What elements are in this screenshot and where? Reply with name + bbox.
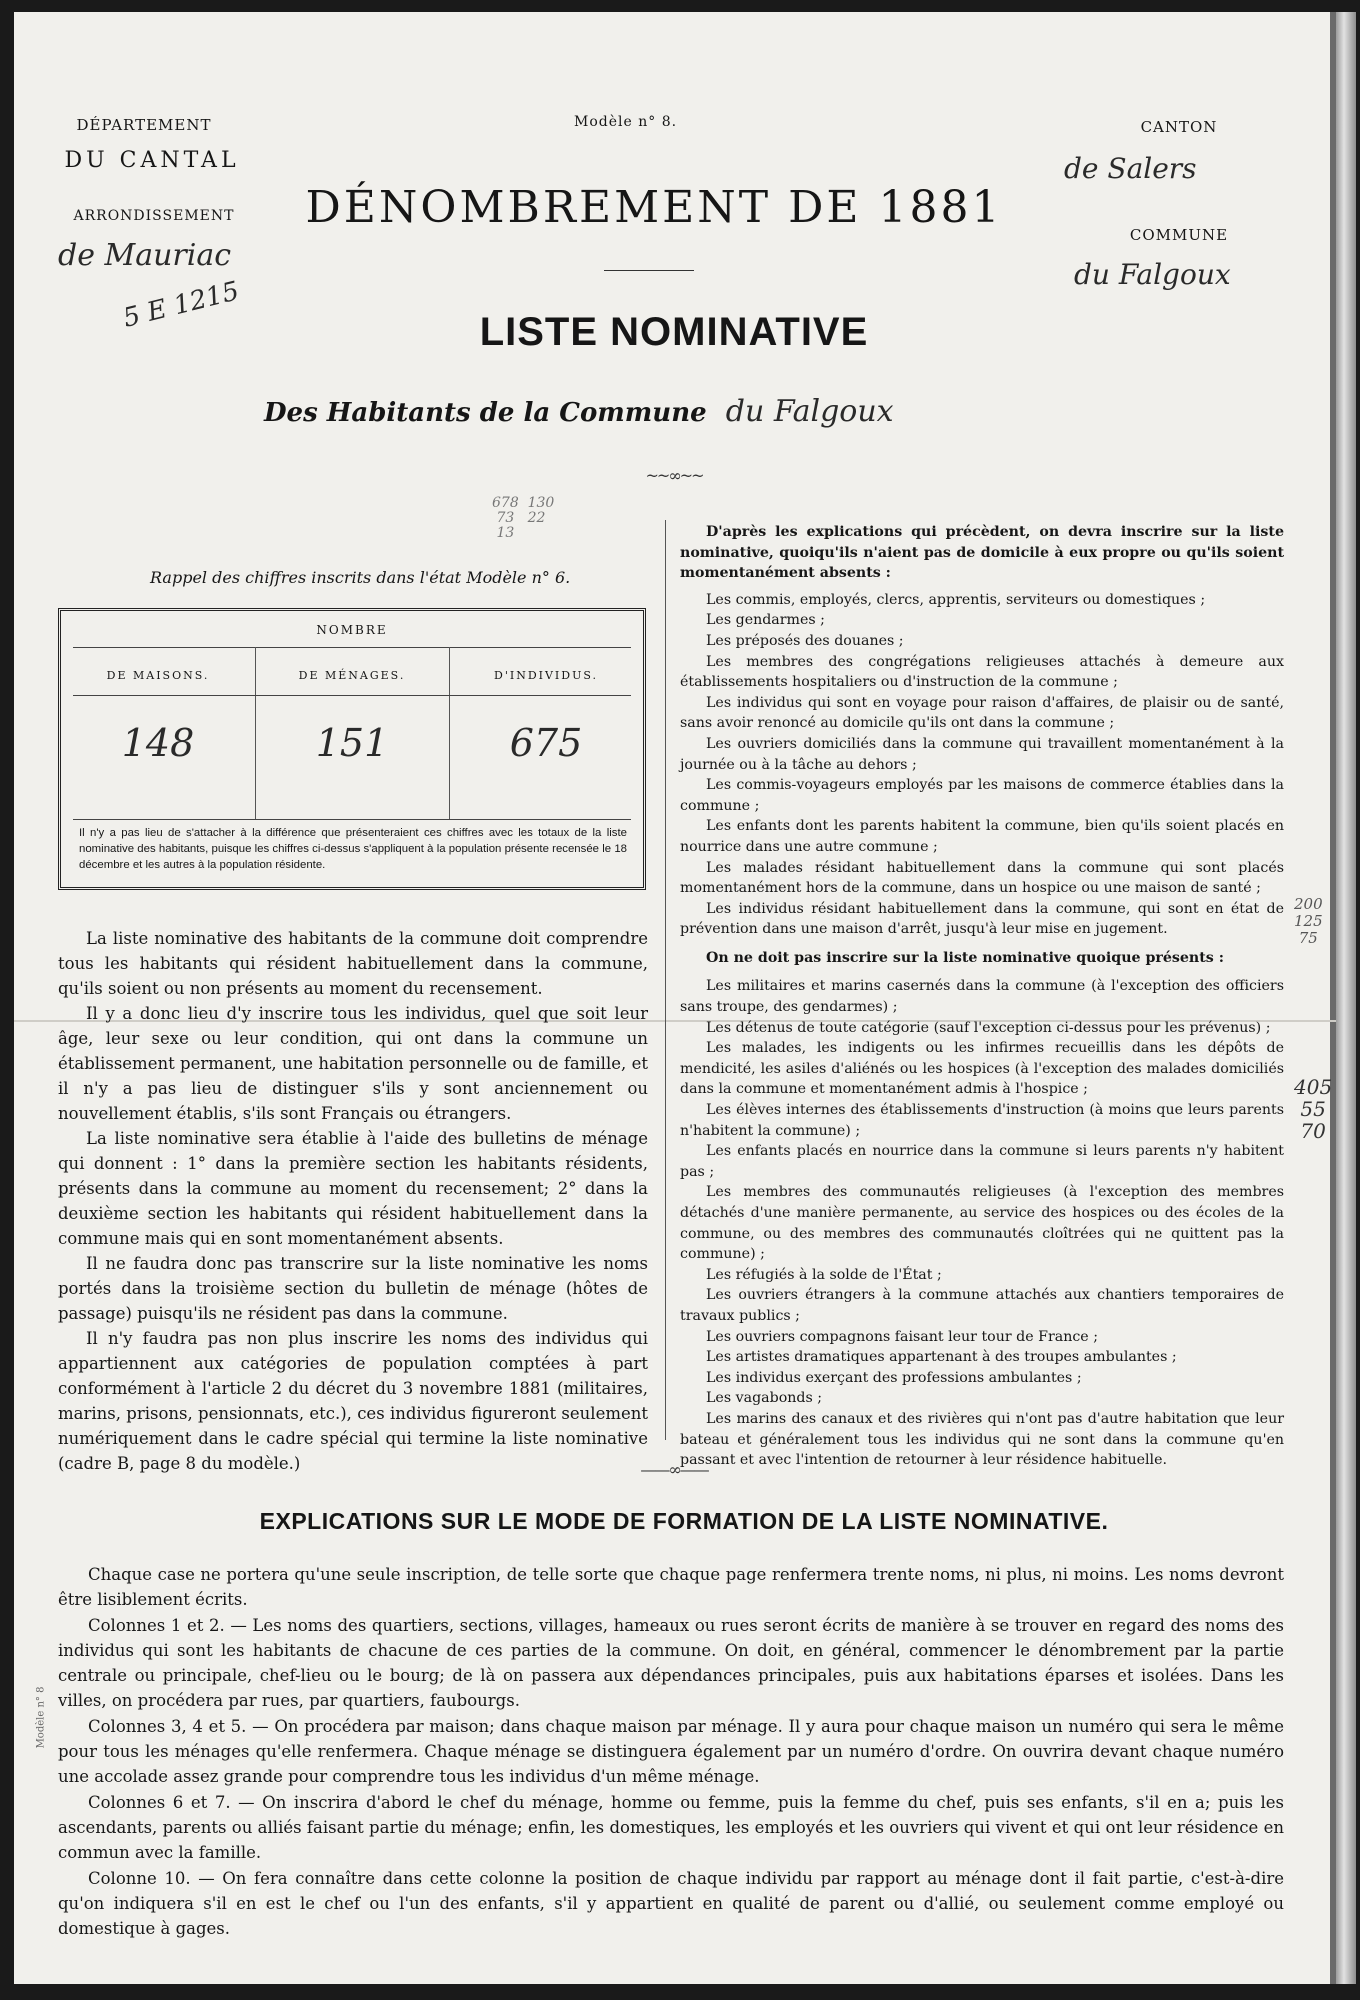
val-menages: 151 — [315, 721, 389, 765]
include-item: Les gendarmes ; — [706, 612, 825, 629]
recap-caption: Rappel des chiffres inscrits dans l'état Modèle n° 6. — [150, 568, 571, 587]
val-individus: 675 — [509, 721, 583, 765]
subtitle — [264, 394, 1114, 429]
include-item: Les malades résidant habituellement dans la commune qui sont placés momentanément hors de la commune, dans un hospice ou une maison de santé ; — [680, 859, 1284, 897]
exclude-item: Les élèves internes des établissements d'instruction (à moins que leurs parents n'habitent la commune) ; — [680, 1102, 1284, 1139]
include-item: Les membres des congrégations religieuses attachés à demeure aux établissements hospitaliers ou d'instruction de la commune ; — [680, 653, 1284, 691]
exclude-item: Les vagabonds ; — [706, 1390, 823, 1407]
margin-vertical-mark: Modèle n° 8 — [35, 1686, 47, 1749]
exclude-item: Les enfants placés en nourrice dans la commune si leurs parents n'y habitent pas ; — [680, 1143, 1284, 1180]
col-maisons: DE MAISONS. — [106, 669, 210, 682]
exclude-item: Les détenus de toute catégorie (sauf l'exception ci-dessus pour les prévenus) ; — [706, 1019, 1271, 1036]
page-title: DÉNOMBREMENT DE 1881 — [305, 182, 1003, 233]
include-item: Les commis, employés, clercs, apprentis, serviteurs ou domestiques ; — [706, 591, 1206, 608]
commune-value: du Falgoux — [1074, 258, 1231, 291]
col-individus: D'INDIVIDUS. — [494, 669, 598, 682]
canton-value: de Salers — [1064, 152, 1197, 185]
commune-label: COMMUNE — [1129, 226, 1229, 244]
margin-marks-bottom: 405 55 70 — [1294, 1075, 1333, 1143]
include-item: Les individus résidant habituellement dans la commune, qui sont en état de prévention dans une maison d'arrêt, jusqu'à leur mise en jugement. — [680, 900, 1284, 938]
column-divider — [665, 520, 666, 1440]
include-item: Les individus qui sont en voyage pour raison d'affaires, de plaisir ou de santé, sans avoir renoncé au domicile qu'ils ont dans la commune ; — [680, 694, 1284, 732]
departement-label: DÉPARTEMENT — [76, 116, 212, 134]
recap-nombre: NOMBRE — [316, 623, 388, 637]
recap-table — [58, 608, 646, 890]
explanations-body — [58, 1562, 1284, 1942]
left-paragraph: La liste nominative des habitants de la commune doit comprendre tous les habitants qui résident habituellement dans la commune, qu'ils soient ou non présents au moment du recensement. — [58, 929, 648, 998]
exclude-item: Les réfugiés à la solde de l'État ; — [706, 1266, 942, 1283]
explanation-paragraph: Colonne 10. — On fera connaître dans cette colonne la position de chaque individu par rapport au ménage dont il fait partie, c'est-à-dire qu'on indiquera s'il en est le chef ou l'un des enfants, s'il y appartient en qualité de parent ou d'allié, ou seulement comme employé ou domestique à gages. — [58, 1869, 1284, 1938]
exclude-item: Les militaires et marins casernés dans la commune (à l'exception des officiers sans troupe, des gendarmes) ; — [680, 978, 1284, 1016]
left-paragraph: Il y a donc lieu d'y inscrire tous les individus, quel que soit leur âge, leur sexe ou leur condition, qui ont dans la commune un établissement permanent, une habitation personnelle ou de famille, et il n'y a pas lieu de distinguer s'ils y sont anciennement ou nouvellement établis, s'ils sont Français ou étrangers. — [58, 1004, 648, 1123]
arrondissement-label: ARRONDISSEMENT — [73, 208, 235, 224]
recap-rule-bottom — [73, 819, 631, 820]
separator-ornament: ——∞—— — [640, 1460, 708, 1479]
exclude-title: On ne doit pas inscrire sur la liste nominative quoique présents : — [706, 949, 1224, 966]
val-maisons: 148 — [121, 721, 195, 765]
exclude-item: Les individus exerçant des professions ambulantes ; — [706, 1369, 1082, 1386]
left-paragraph: Il ne faudra donc pas transcrire sur la liste nominative les noms portés dans la troisième section du bulletin de ménage (hôtes de passage) puisqu'ils ne résident pas dans la commune. — [58, 1254, 648, 1323]
ornament: ~~∞~~ — [645, 466, 703, 485]
departement-name: DU CANTAL — [64, 148, 240, 173]
page-edge — [1336, 12, 1356, 1984]
canton-label: CANTON — [1140, 118, 1218, 136]
exclude-item: Les artistes dramatiques appartenant à des troupes ambulantes ; — [706, 1349, 1177, 1366]
exclude-item: Les ouvriers étrangers à la commune attachés aux chantiers temporaires de travaux publics ; — [680, 1287, 1284, 1324]
explanation-paragraph: Colonnes 6 et 7. — On inscrira d'abord le chef du ménage, homme ou femme, puis la femme du chef, puis ses enfants, s'il en a; puis les ascendants, parents ou alliés faisant partie du ménage; enfin, les domestiques, les employés et les ouvriers qui vivent et qui ont leur résidence en commun avec la famille. — [58, 1793, 1284, 1862]
archive-mark: 5 E 1215 — [120, 276, 243, 334]
explanation-paragraph: Colonnes 1 et 2. — Les noms des quartiers, sections, villages, hameaux ou rues seront écrits de manière à se trouver en regard des noms des individus qui sont les habitants de chacune de ces parties de la commune. On doit, en général, commencer le dénombrement par la partie centrale ou principale, chef-lieu ou le bourg; de là on passera aux dépendances principales, puis aux habitations éparses et isolées. Dans les villes, on procédera par rues, par quartiers, faubourgs. — [58, 1616, 1284, 1710]
explanation-paragraph: Chaque case ne portera qu'une seule inscription, de telle sorte que chaque page renfermera trente noms, ni plus, ni moins. Les noms devront être lisiblement écrits. — [58, 1565, 1284, 1609]
census-page — [14, 12, 1336, 1984]
include-item: Les ouvriers domiciliés dans la commune qui travaillent momentanément à la journée ou à la tâche au dehors ; — [680, 735, 1284, 773]
explanations-title: EXPLICATIONS SUR LE MODE DE FORMATION DE LA LISTE NOMINATIVE. — [259, 1508, 1109, 1534]
left-paragraph: Il n'y faudra pas non plus inscrire les noms des individus qui appartiennent aux catégories de population comptées à part conformément à l'article 2 du décret du 3 novembre 1881 (militaires, marins, prisons, pensionnats, etc.), ces individus figureront seulement numériquement dans le cadre spécial qui termine la liste nominative (cadre B, page 8 du modèle.) — [58, 1329, 648, 1473]
liste-title: LISTE NOMINATIVE — [479, 310, 869, 354]
exclude-item: Les malades, les indigents ou les infirmes recueillis dans les dépôts de mendicité, les asiles d'aliénés ou les hospices (à l'exception des malades domiciliés dans la commune et momentanément admis à l'hospice ; — [680, 1040, 1284, 1098]
recap-rule-mid — [73, 695, 631, 696]
margin-marks-top: 200 125 75 — [1294, 895, 1323, 947]
include-item: Les préposés des douanes ; — [706, 632, 904, 649]
subtitle-text: Des Habitants de la Commune — [264, 398, 707, 428]
col-menages: DE MÉNAGES. — [298, 669, 406, 682]
include-item: Les commis-voyageurs employés par les maisons de commerce établies dans la commune ; — [680, 777, 1284, 814]
modele-number: Modèle n° 8. — [574, 114, 678, 130]
exclude-item: Les membres des communautés religieuses (à l'exception des membres détachés d'une manière permanente, au service des hospices ou des écoles de la commune, ou des membres des communautés cloîtrées qui ne quittent pas la commune) ; — [680, 1184, 1284, 1263]
title-rule — [604, 270, 694, 271]
left-instructions — [58, 926, 648, 1476]
subtitle-hand: du Falgoux — [725, 394, 894, 429]
include-item: Les enfants dont les parents habitent la commune, bien qu'ils soient placés en nourrice dans une autre commune ; — [680, 818, 1284, 855]
arrondissement-value: de Mauriac — [58, 238, 232, 273]
right-instructions — [680, 522, 1284, 1471]
exclude-item: Les ouvriers compagnons faisant leur tour de France ; — [706, 1328, 1098, 1345]
recap-note: Il n'y a pas lieu de s'attacher à la différence que présenteraient ces chiffres avec les totaux de la liste nominative des habitants, puisque les chiffres ci-dessus s'appliquent à la population présente recensée le 18 décembre et les autres à la population résidente. — [79, 827, 627, 871]
recap-rule-top — [73, 647, 631, 648]
exclude-item: Les marins des canaux et des rivières qui n'ont pas d'autre habitation que leur bateau et généralement tous les individus qui ne sont dans la commune qu'en passant et avec l'intention de retourner à leur résidence habituelle. — [680, 1410, 1284, 1469]
pencil-marks: 678 130 73 22 13 — [492, 495, 555, 541]
explanation-paragraph: Colonnes 3, 4 et 5. — On procédera par maison; dans chaque maison par ménage. Il y aura pour chaque maison un numéro qui sera le même pour tous les ménages qu'elle renfermera. Chaque ménage se distinguera également par un numéro d'ordre. On ouvrira devant chaque numéro une accolade assez grande pour comprendre tous les individus d'un même ménage. — [58, 1717, 1284, 1786]
include-intro: D'après les explications qui précèdent, on devra inscrire sur la liste nominative, quoiqu'ils n'aient pas de domicile à eux propre ou qu'ils soient momentanément absents : — [680, 524, 1284, 582]
left-paragraph: La liste nominative sera établie à l'aide des bulletins de ménage qui donnent : 1° dans la première section les habitants résidents, présents dans la commune au moment du recensement; 2° dans la deuxième section les habitants qui résident habituellement dans la commune mais qui en sont momentanément absents. — [58, 1129, 648, 1248]
